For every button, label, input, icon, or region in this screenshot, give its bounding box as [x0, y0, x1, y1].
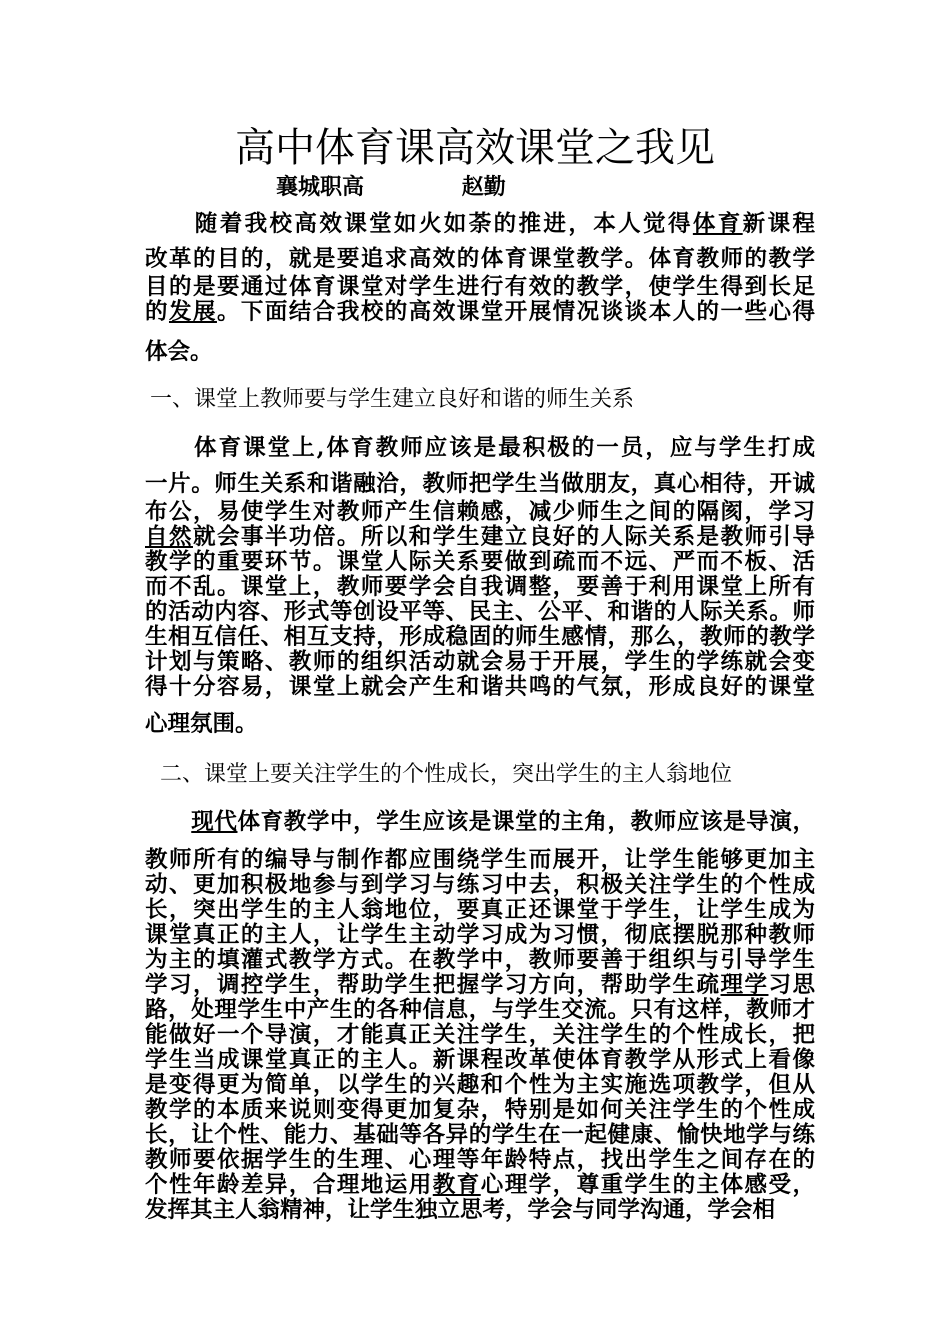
text-segment: 布公，易使学生对教师产生信赖感，减少师生之间的隔阂，学习 — [145, 499, 815, 525]
text-segment: 一片。师生关系和谐融洽，教师把学生当做朋友，真心相待，开诚 — [145, 471, 815, 497]
text-segment: 心理氛围。 — [145, 711, 258, 737]
text-segment: 路，处理学生中产生的各种信息，与学生交流。只有这样，教师才 — [145, 997, 815, 1023]
text-line — [145, 846, 815, 874]
text-line — [145, 470, 815, 498]
text-segment: 教师所有的编导与制作都应围绕学生而展开，让学生能够更加主 — [145, 847, 815, 873]
section-2-heading: 二、课堂上要关注学生的个性成长，突出学生的主人翁地位 — [160, 762, 733, 787]
inline-link[interactable]: 教育 — [432, 1172, 481, 1198]
text-line — [145, 498, 815, 526]
text-line — [145, 673, 815, 701]
text-line — [145, 648, 815, 676]
text-segment: 的活动内容、形式等创设平等、民主、公平、和谐的人际关系。师 — [145, 599, 815, 625]
text-segment: 发挥其主人翁精神，让学生独立思考，学会与同学沟通，学会相 — [145, 1197, 776, 1223]
text-segment: 目的是要通过体育课堂对学生进行有效的教学，使学生得到长足 — [145, 274, 815, 300]
text-line — [145, 434, 815, 462]
text-segment — [145, 809, 191, 835]
text-segment: 体育课堂上,体育教师应该是最积极的一员，应与学生打成 — [145, 435, 815, 461]
text-line — [145, 971, 815, 999]
text-segment: 个性年龄差异，合理地运用 — [145, 1172, 433, 1198]
text-line — [145, 1121, 815, 1149]
text-line — [145, 245, 815, 273]
text-segment: 能做好一个导演，才能真正关注学生，关注学生的个性成长，把 — [145, 1022, 815, 1048]
text-segment: 习思 — [768, 972, 815, 998]
text-line — [145, 548, 815, 576]
text-line — [145, 1171, 815, 1199]
text-segment: 随着我校高效课堂如火如荼的推进，本人觉得 — [145, 211, 693, 237]
text-segment: 为主的填灌式教学方式。在教学中，教师要善于组织与引导学生 — [145, 947, 815, 973]
inline-link[interactable]: 现代 — [191, 809, 238, 835]
text-line — [145, 1071, 815, 1099]
text-segment: 动、更加积极地参与到学习与练习中去，积极关注学生的个性成 — [145, 872, 815, 898]
text-segment: 得十分容易，课堂上就会产生和谐共鸣的气氛，形成良好的课堂 — [145, 674, 815, 700]
text-line — [145, 210, 815, 238]
text-segment: 长，让个性、能力、基础等各异的学生在一起健康、愉快地学与练 — [145, 1122, 815, 1148]
text-line — [145, 1096, 815, 1124]
text-line — [145, 946, 815, 974]
text-line — [145, 1021, 815, 1049]
section-1-heading: 一、课堂上教师要与学生建立良好和谐的师生关系 — [150, 387, 635, 412]
text-line — [145, 523, 815, 551]
text-segment: 的 — [145, 299, 169, 325]
text-line — [145, 808, 815, 836]
text-segment: 是变得更为简单，以学生的兴趣和个性为主实施选项教学，但从 — [145, 1072, 815, 1098]
text-line — [145, 871, 815, 899]
text-line — [145, 298, 815, 326]
text-line — [145, 896, 815, 924]
text-segment: 体育教学中，学生应该是课堂的主角，教师应该是导演， — [237, 809, 815, 835]
inline-link[interactable]: 体育 — [692, 211, 743, 237]
text-segment: 新课程 — [742, 211, 815, 237]
text-line — [145, 598, 815, 626]
text-line — [145, 710, 815, 738]
inline-link[interactable]: 理学 — [720, 972, 769, 998]
text-segment: 心理学，尊重学生的主体感受， — [480, 1172, 815, 1198]
text-segment: 长，突出学生的主人翁地位，要真正还课堂于学生，让学生成为 — [145, 897, 815, 923]
text-segment: 而不乱。课堂上，教师要学会自我调整，要善于利用课堂上所有 — [145, 574, 815, 600]
author-name: 赵勤 — [461, 174, 506, 200]
text-segment: 教学的重要环节。课堂人际关系要做到疏而不远、严而不板、活 — [145, 549, 815, 575]
text-segment: 教学的本质来说则变得更加复杂，特别是如何关注学生的个性成 — [145, 1097, 815, 1123]
text-line — [145, 573, 815, 601]
text-line — [145, 1196, 815, 1224]
text-segment: 。下面结合我校的高效课堂开展情况谈谈本人的一些心得 — [216, 299, 815, 325]
inline-link[interactable]: 发展 — [168, 299, 217, 325]
inline-link[interactable]: 自然 — [145, 524, 193, 550]
text-line — [145, 921, 815, 949]
text-segment: 计划与策略、教师的组织活动就会易于开展，学生的学练就会变 — [145, 649, 815, 675]
text-line — [145, 1146, 815, 1174]
text-line — [145, 623, 815, 651]
text-segment: 学习，调控学生，帮助学生把握学习方向，帮助学生疏 — [145, 972, 721, 998]
document-title: 高中体育课高效课堂之我见 — [235, 125, 715, 171]
text-line — [145, 996, 815, 1024]
text-segment: 就会事半功倍。所以和学生建立良好的人际关系是教师引导 — [192, 524, 815, 550]
text-segment: 改革的目的，就是要追求高效的体育课堂教学。体育教师的教学 — [145, 246, 815, 272]
text-segment: 学生当成课堂真正的主人。新课程改革使体育教学从形式上看像 — [145, 1047, 815, 1073]
byline — [276, 172, 506, 202]
text-segment: 体会。 — [145, 339, 213, 365]
text-line — [145, 338, 815, 366]
text-segment: 课堂真正的主人，让学生主动学习成为习惯，彻底摆脱那种教师 — [145, 922, 815, 948]
text-line — [145, 1046, 815, 1074]
school-name: 襄城职高 — [276, 174, 365, 200]
text-segment: 生相互信任、相互支持，形成稳固的师生感情，那么，教师的教学 — [145, 624, 815, 650]
text-line — [145, 273, 815, 301]
text-segment: 教师要依据学生的生理、心理等年龄特点，找出学生之间存在的 — [145, 1147, 815, 1173]
